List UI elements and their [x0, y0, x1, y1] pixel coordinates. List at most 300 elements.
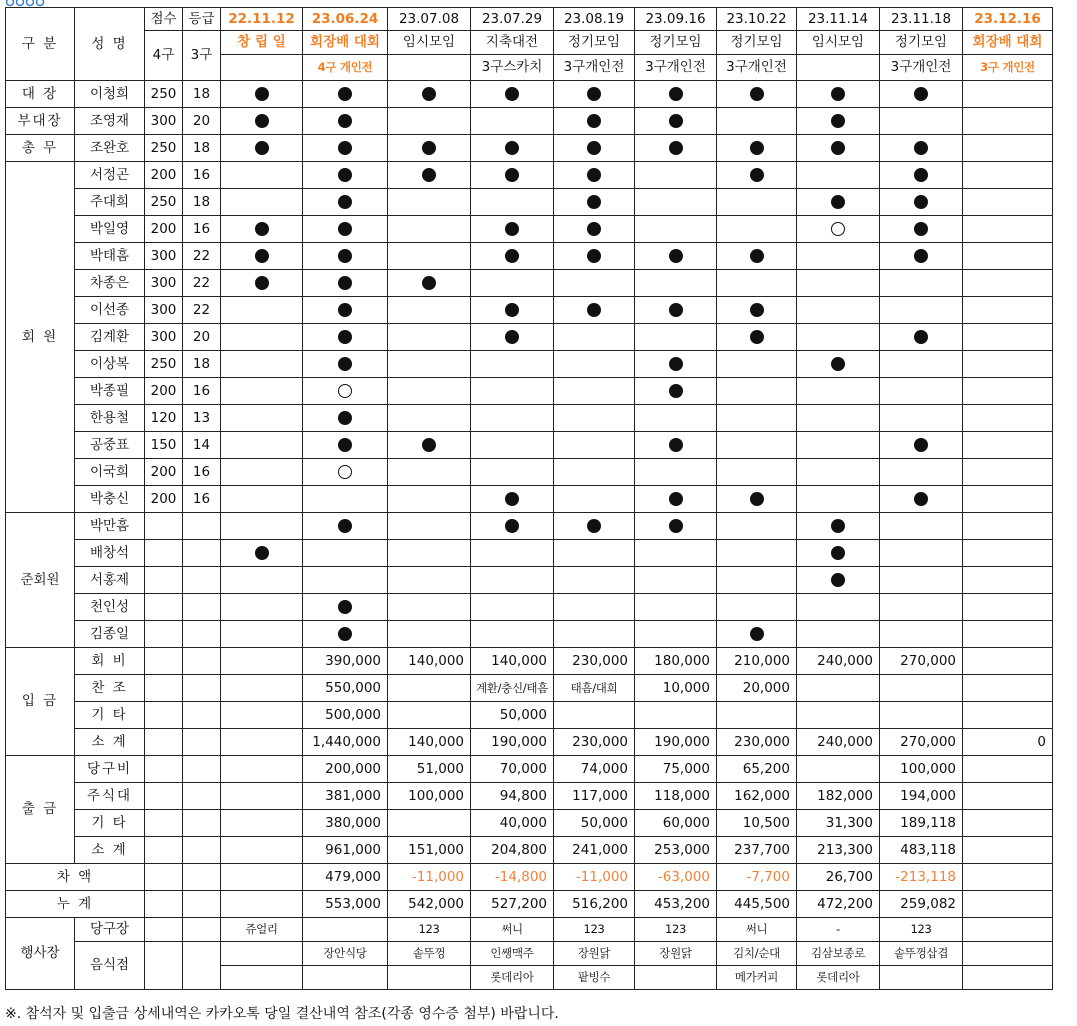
- amount-cell: 190,000: [471, 729, 554, 756]
- amount-cell: 70,000: [471, 756, 554, 783]
- amount-cell: [717, 702, 797, 729]
- group-label: 총 무: [6, 135, 75, 162]
- attendance-cell: [963, 216, 1053, 243]
- section-label: 행사장: [6, 918, 75, 990]
- attended-dot-icon: [587, 249, 601, 263]
- event-title: 정기모임: [717, 31, 797, 55]
- attendance-cell: [471, 459, 554, 486]
- amount-cell: 10,000: [635, 675, 717, 702]
- empty-cell: [145, 756, 183, 783]
- attended-dot-icon: [338, 438, 352, 452]
- attendance-cell: [635, 135, 717, 162]
- attendance-cell: [963, 459, 1053, 486]
- amount-cell: [963, 756, 1053, 783]
- attendance-cell: [717, 540, 797, 567]
- attendance-cell: [303, 567, 388, 594]
- member-score: 200: [145, 459, 183, 486]
- empty-cell: [145, 702, 183, 729]
- attendance-cell: [963, 135, 1053, 162]
- attendance-cell: [388, 540, 471, 567]
- amount-cell: -14,800: [471, 864, 554, 891]
- venue-cell: [963, 918, 1053, 942]
- attendance-cell: [797, 594, 880, 621]
- attendance-cell: [388, 216, 471, 243]
- attended-dot-icon: [338, 222, 352, 236]
- attendance-cell: [797, 135, 880, 162]
- attendance-cell: [471, 135, 554, 162]
- finance-row-label: 기 타: [75, 702, 145, 729]
- attendance-cell: [880, 513, 963, 540]
- amount-cell: [797, 756, 880, 783]
- event-date: 23.12.16: [963, 8, 1053, 31]
- empty-cell: [183, 837, 221, 864]
- member-score: 200: [145, 486, 183, 513]
- finance-row-label: 회 비: [75, 648, 145, 675]
- venue-row: [6, 942, 1053, 966]
- finance-row-label: 찬 조: [75, 675, 145, 702]
- attendance-cell: [963, 405, 1053, 432]
- member-score: 300: [145, 324, 183, 351]
- amount-cell: 194,000: [880, 783, 963, 810]
- venue-cell: -: [797, 918, 880, 942]
- attended-dot-icon: [338, 330, 352, 344]
- member-grade: 18: [183, 189, 221, 216]
- amount-cell: 31,300: [797, 810, 880, 837]
- attendance-cell: [963, 513, 1053, 540]
- attended-dot-icon: [338, 141, 352, 155]
- attended-dot-icon: [669, 519, 683, 533]
- member-score: 250: [145, 351, 183, 378]
- attended-dot-icon: [338, 87, 352, 101]
- attendance-cell: [221, 270, 303, 297]
- attendance-cell: [471, 540, 554, 567]
- attendance-cell: [797, 162, 880, 189]
- amount-cell: 453,200: [635, 891, 717, 918]
- amount-cell: 50,000: [471, 702, 554, 729]
- attendance-cell: [554, 162, 635, 189]
- attendance-cell: [717, 378, 797, 405]
- associate-row: [6, 540, 1053, 567]
- footnote: ※. 참석자 및 입출금 상세내역은 카카오톡 당일 결산내역 참조(각종 영수증 첨부) 바랍니다.: [5, 1006, 559, 1022]
- attendance-cell: [635, 513, 717, 540]
- amount-cell: 0: [963, 729, 1053, 756]
- venue-cell: 쥬얼리: [221, 918, 303, 942]
- amount-cell: [880, 702, 963, 729]
- attendance-cell: [963, 162, 1053, 189]
- member-score: 300: [145, 243, 183, 270]
- attendance-cell: [388, 324, 471, 351]
- attended-dot-icon: [255, 276, 269, 290]
- attendance-cell: [221, 81, 303, 108]
- attendance-cell: [388, 432, 471, 459]
- finance-row-label: 당구비: [75, 756, 145, 783]
- attended-dot-icon: [255, 141, 269, 155]
- member-name: 박일영: [75, 216, 145, 243]
- attendance-cell: [963, 540, 1053, 567]
- empty-cell: [183, 756, 221, 783]
- member-row: [6, 405, 1053, 432]
- attendance-cell: [717, 108, 797, 135]
- attendance-cell: [388, 108, 471, 135]
- venue-cell: [963, 966, 1053, 990]
- amount-cell: 240,000: [797, 648, 880, 675]
- member-name: 차종은: [75, 270, 145, 297]
- attendance-cell: [797, 189, 880, 216]
- attendance-cell: [797, 270, 880, 297]
- attended-dot-icon: [669, 303, 683, 317]
- attendance-cell: [880, 351, 963, 378]
- member-score: 120: [145, 405, 183, 432]
- member-name: 박만흠: [75, 513, 145, 540]
- attended-dot-icon: [914, 330, 928, 344]
- event-subtitle: [388, 55, 471, 81]
- member-row: [6, 108, 1053, 135]
- member-grade: 20: [183, 324, 221, 351]
- attended-dot-icon: [914, 222, 928, 236]
- attendance-cell: [880, 540, 963, 567]
- amount-cell: 140,000: [471, 648, 554, 675]
- amount-cell: [388, 810, 471, 837]
- amount-cell: 51,000: [388, 756, 471, 783]
- attendance-cell: [221, 378, 303, 405]
- amount-cell: 527,200: [471, 891, 554, 918]
- attendance-cell: [388, 621, 471, 648]
- member-grade: 18: [183, 81, 221, 108]
- attendance-cell: [963, 486, 1053, 513]
- attendance-cell: [388, 459, 471, 486]
- attended-dot-icon: [750, 303, 764, 317]
- attendance-cell: [471, 297, 554, 324]
- amount-cell: [221, 675, 303, 702]
- amount-cell: 117,000: [554, 783, 635, 810]
- attendance-cell: [471, 108, 554, 135]
- attended-dot-icon: [750, 168, 764, 182]
- attended-dot-icon: [587, 303, 601, 317]
- attended-dot-icon: [669, 438, 683, 452]
- attendance-cell: [717, 594, 797, 621]
- member-grade: 18: [183, 351, 221, 378]
- attendance-cell: [717, 513, 797, 540]
- event-title: 임시모임: [797, 31, 880, 55]
- amount-cell: [797, 702, 880, 729]
- member-row: [6, 378, 1053, 405]
- attendance-cell: [635, 297, 717, 324]
- attended-dot-icon: [255, 249, 269, 263]
- member-row: [6, 297, 1053, 324]
- member-score: 300: [145, 297, 183, 324]
- member-score: 250: [145, 81, 183, 108]
- attendance-cell: [388, 81, 471, 108]
- attended-dot-icon: [914, 87, 928, 101]
- attendance-cell: [221, 513, 303, 540]
- empty-cell: [183, 702, 221, 729]
- member-grade: [183, 513, 221, 540]
- cumulative-row: [6, 891, 1053, 918]
- amount-cell: 94,800: [471, 783, 554, 810]
- attendance-cell: [797, 540, 880, 567]
- amount-cell: 210,000: [717, 648, 797, 675]
- attendance-cell: [554, 459, 635, 486]
- attendance-cell: [797, 297, 880, 324]
- attendance-cell: [797, 378, 880, 405]
- attendance-cell: [554, 108, 635, 135]
- attended-dot-icon: [669, 384, 683, 398]
- member-score: [145, 513, 183, 540]
- venue-cell: 김치/순대: [717, 942, 797, 966]
- member-grade: 16: [183, 378, 221, 405]
- attendance-cell: [388, 189, 471, 216]
- amount-cell: [554, 702, 635, 729]
- member-name: 이상복: [75, 351, 145, 378]
- attendance-cell: [717, 486, 797, 513]
- amount-cell: [221, 810, 303, 837]
- amount-cell: [221, 756, 303, 783]
- amount-cell: [963, 702, 1053, 729]
- amount-cell: 241,000: [554, 837, 635, 864]
- venue-row: [6, 918, 1053, 942]
- amount-cell: [963, 675, 1053, 702]
- attendance-cell: [388, 594, 471, 621]
- member-score: 150: [145, 432, 183, 459]
- member-grade: 20: [183, 108, 221, 135]
- venue-cell: 장원닭: [635, 942, 717, 966]
- member-score: 200: [145, 378, 183, 405]
- attended-dot-icon: [422, 168, 436, 182]
- attendance-cell: [797, 459, 880, 486]
- member-name: 이선종: [75, 297, 145, 324]
- attendance-cell: [717, 324, 797, 351]
- member-row: [6, 270, 1053, 297]
- attendance-cell: [635, 378, 717, 405]
- venue-cell: [963, 942, 1053, 966]
- attendance-cell: [963, 567, 1053, 594]
- event-title: 회장배 대회: [303, 31, 388, 55]
- attendance-cell: [471, 81, 554, 108]
- amount-cell: 계환/충신/태흠: [471, 675, 554, 702]
- attended-dot-icon: [338, 168, 352, 182]
- member-grade: 13: [183, 405, 221, 432]
- attendance-cell: [880, 81, 963, 108]
- attendance-cell: [388, 135, 471, 162]
- amount-cell: 50,000: [554, 810, 635, 837]
- empty-cell: [183, 729, 221, 756]
- attended-dot-icon: [914, 195, 928, 209]
- associate-row: [6, 621, 1053, 648]
- member-name: 김종일: [75, 621, 145, 648]
- attendance-cell: [388, 270, 471, 297]
- venue-cell: 솥뚜껑: [388, 942, 471, 966]
- venue-cell: 롯데리아: [797, 966, 880, 990]
- attendance-cell: [635, 540, 717, 567]
- member-row: [6, 459, 1053, 486]
- finance-row: [6, 756, 1053, 783]
- event-date: 22.11.12: [221, 8, 303, 31]
- member-row: [6, 432, 1053, 459]
- attendance-cell: [717, 243, 797, 270]
- attended-dot-icon: [422, 276, 436, 290]
- empty-cell: [145, 675, 183, 702]
- amount-cell: -7,700: [717, 864, 797, 891]
- amount-cell: 65,200: [717, 756, 797, 783]
- empty-cell: [183, 942, 221, 990]
- venue-cell: 인쌩맥주: [471, 942, 554, 966]
- header-grade: 등급: [183, 8, 221, 31]
- attended-dot-icon: [338, 276, 352, 290]
- attendance-cell: [635, 594, 717, 621]
- attendance-cell: [388, 405, 471, 432]
- attendance-cell: [880, 486, 963, 513]
- attendance-cell: [717, 189, 797, 216]
- attendance-cell: [303, 216, 388, 243]
- attended-dot-icon: [338, 411, 352, 425]
- associate-row: [6, 567, 1053, 594]
- finance-row: [6, 783, 1053, 810]
- attended-dot-icon: [669, 492, 683, 506]
- attendance-cell: [554, 297, 635, 324]
- member-row: [6, 81, 1053, 108]
- attendance-cell: [388, 243, 471, 270]
- attendance-cell: [880, 459, 963, 486]
- amount-cell: 270,000: [880, 648, 963, 675]
- attendance-cell: [635, 459, 717, 486]
- member-score: [145, 621, 183, 648]
- attendance-cell: [880, 621, 963, 648]
- amount-cell: [963, 891, 1053, 918]
- attendance-cell: [303, 243, 388, 270]
- event-subtitle: [797, 55, 880, 81]
- event-title: 정기모임: [554, 31, 635, 55]
- attendance-cell: [303, 81, 388, 108]
- attendance-cell: [797, 243, 880, 270]
- member-grade: 16: [183, 486, 221, 513]
- member-grade: 22: [183, 270, 221, 297]
- attendance-cell: [880, 405, 963, 432]
- event-date: 23.11.18: [880, 8, 963, 31]
- amount-cell: [388, 702, 471, 729]
- member-grade: [183, 540, 221, 567]
- amount-cell: [221, 648, 303, 675]
- amount-cell: 381,000: [303, 783, 388, 810]
- attended-dot-icon: [505, 303, 519, 317]
- finance-row-label: 주식대: [75, 783, 145, 810]
- attendance-cell: [471, 432, 554, 459]
- empty-cell: [145, 648, 183, 675]
- associate-row: [6, 513, 1053, 540]
- attendance-cell: [221, 405, 303, 432]
- venue-cell: 메가커피: [717, 966, 797, 990]
- attended-dot-icon: [505, 519, 519, 533]
- attendance-cell: [221, 486, 303, 513]
- attended-dot-icon: [505, 222, 519, 236]
- attendance-cell: [880, 108, 963, 135]
- member-name: 주대희: [75, 189, 145, 216]
- member-name: 박종필: [75, 378, 145, 405]
- attended-dot-icon: [831, 114, 845, 128]
- member-name: 조영재: [75, 108, 145, 135]
- attended-dot-icon: [505, 492, 519, 506]
- attendance-cell: [880, 567, 963, 594]
- attendance-cell: [880, 162, 963, 189]
- attendance-cell: [554, 189, 635, 216]
- member-row: [6, 162, 1053, 189]
- attended-dot-icon: [750, 141, 764, 155]
- attendance-cell: [880, 594, 963, 621]
- attendance-cell: [797, 405, 880, 432]
- empty-cell: [145, 942, 183, 990]
- finance-row: [6, 729, 1053, 756]
- attendance-cell: [221, 135, 303, 162]
- attendance-cell: [963, 297, 1053, 324]
- attendance-cell: [635, 243, 717, 270]
- attendance-cell: [388, 162, 471, 189]
- attended-dot-icon: [338, 249, 352, 263]
- attended-dot-icon: [914, 168, 928, 182]
- venue-cell: 롯데리아: [471, 966, 554, 990]
- attendance-cell: [554, 351, 635, 378]
- attendance-cell: [963, 243, 1053, 270]
- member-name: 서홍제: [75, 567, 145, 594]
- event-title: 정기모임: [880, 31, 963, 55]
- attendance-cell: [471, 189, 554, 216]
- venue-cell: 써니: [717, 918, 797, 942]
- attendance-cell: [635, 81, 717, 108]
- attended-dot-icon: [587, 114, 601, 128]
- attendance-cell: [221, 297, 303, 324]
- amount-cell: [797, 675, 880, 702]
- section-label: 출 금: [6, 756, 75, 864]
- event-subtitle: 3구개인전: [717, 55, 797, 81]
- member-grade: 22: [183, 243, 221, 270]
- amount-cell: [221, 864, 303, 891]
- member-grade: 16: [183, 162, 221, 189]
- event-date: 23.08.19: [554, 8, 635, 31]
- member-row: [6, 486, 1053, 513]
- venue-cell: 팥빙수: [554, 966, 635, 990]
- attendance-cell: [221, 162, 303, 189]
- member-name: 조완호: [75, 135, 145, 162]
- amount-cell: 259,082: [880, 891, 963, 918]
- attendance-cell: [717, 459, 797, 486]
- member-grade: 16: [183, 459, 221, 486]
- amount-cell: [963, 864, 1053, 891]
- amount-cell: 390,000: [303, 648, 388, 675]
- empty-cell: [183, 918, 221, 942]
- attendance-cell: [880, 432, 963, 459]
- venue-cell: [388, 966, 471, 990]
- amount-cell: 20,000: [717, 675, 797, 702]
- attended-dot-icon: [750, 627, 764, 641]
- attendance-cell: [717, 621, 797, 648]
- attendance-cell: [303, 324, 388, 351]
- member-grade: 14: [183, 432, 221, 459]
- attendance-cell: [221, 621, 303, 648]
- member-name: 공중표: [75, 432, 145, 459]
- empty-cell: [145, 864, 183, 891]
- attendance-cell: [554, 135, 635, 162]
- attendance-cell: [303, 297, 388, 324]
- attendance-cell: [303, 162, 388, 189]
- attendance-cell: [717, 81, 797, 108]
- amount-cell: 230,000: [717, 729, 797, 756]
- attendance-cell: [221, 324, 303, 351]
- attendance-cell: [797, 324, 880, 351]
- attendance-cell: [471, 486, 554, 513]
- finance-row-label: 소 계: [75, 729, 145, 756]
- attendance-cell: [963, 324, 1053, 351]
- attended-dot-icon: [750, 87, 764, 101]
- member-row: [6, 135, 1053, 162]
- attendance-cell: [963, 108, 1053, 135]
